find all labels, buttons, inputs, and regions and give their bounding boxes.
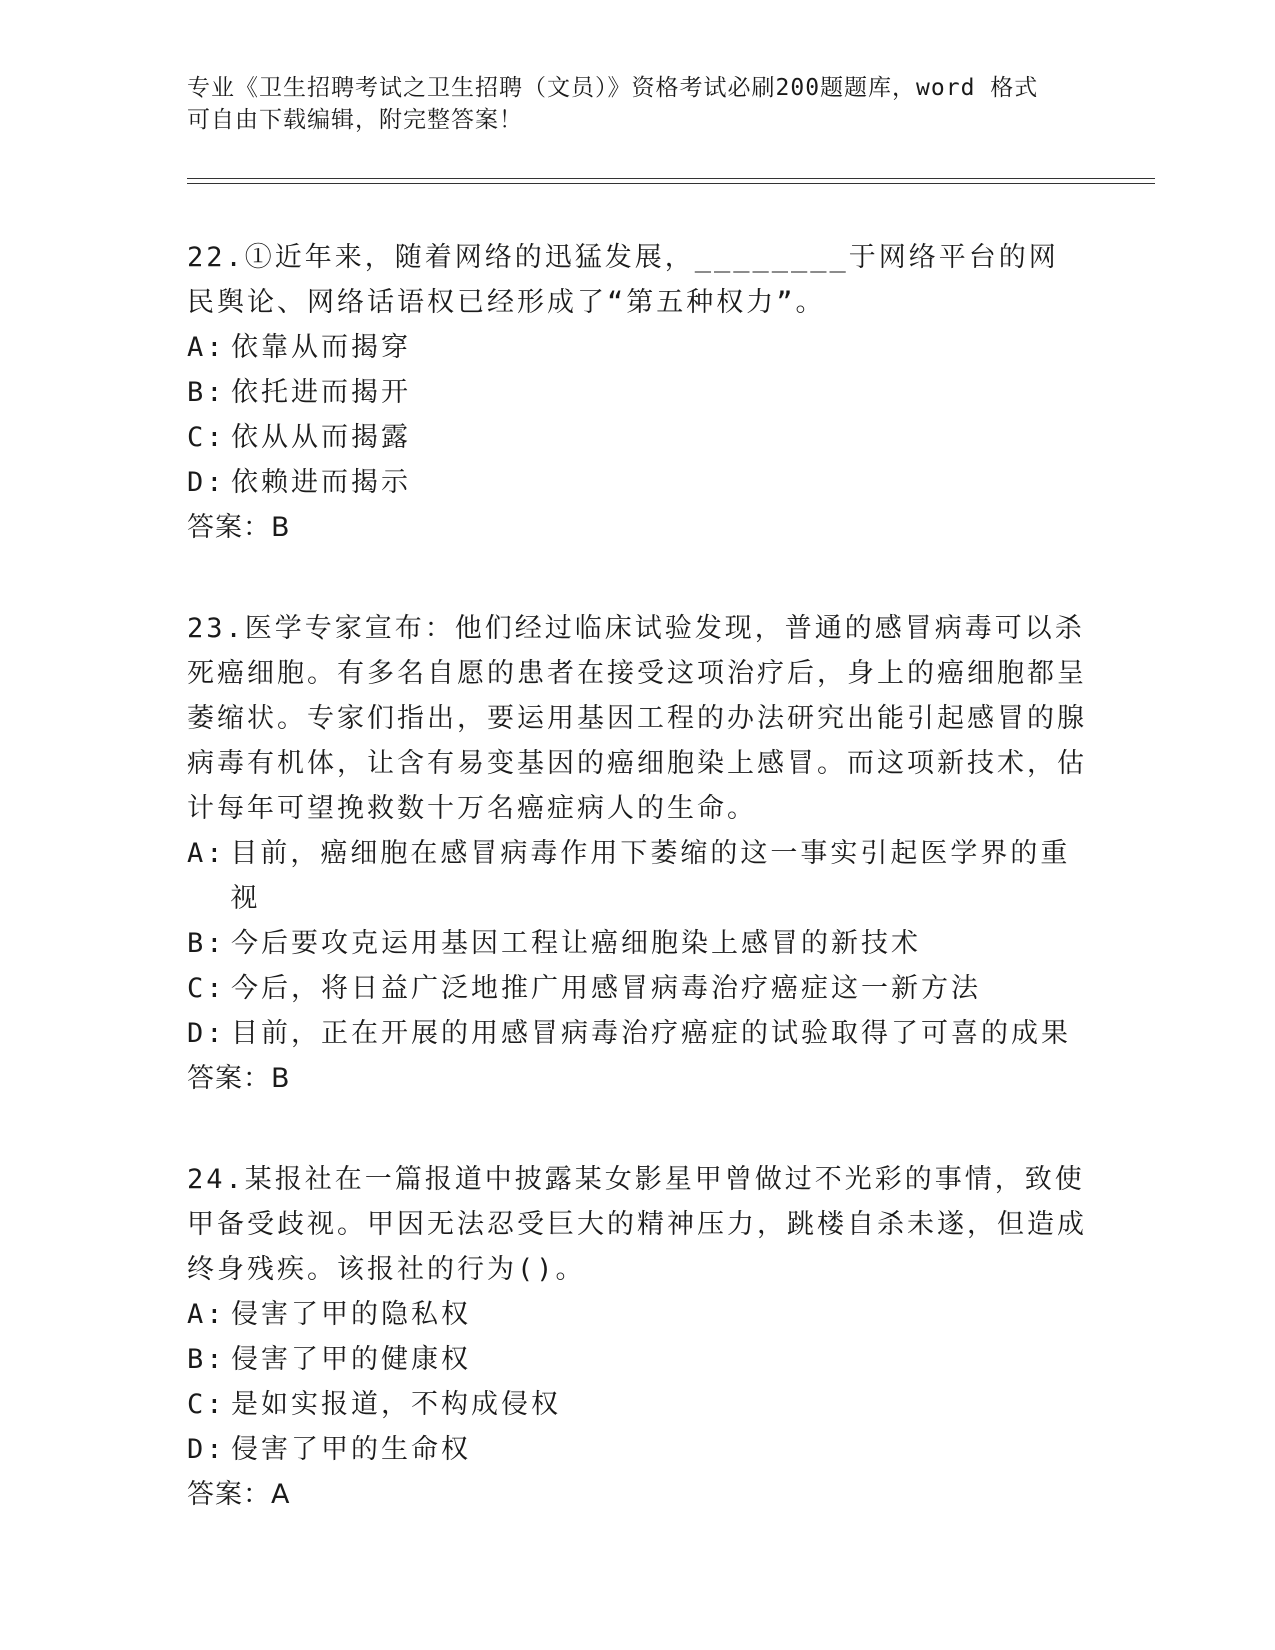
answer-line: 答案：B: [187, 512, 291, 543]
option-label: C:: [187, 1389, 226, 1420]
option-text: 侵害了甲的健康权: [231, 1344, 471, 1375]
option-text: 今后，将日益广泛地推广用感冒病毒治疗癌症这一新方法: [231, 973, 981, 1004]
option-label: D:: [187, 1018, 226, 1049]
option-c: [187, 1382, 1087, 1427]
option-label: A:: [187, 838, 226, 869]
option-label: C:: [187, 973, 226, 1004]
option-d: [187, 460, 1087, 505]
option-text: 依托进而揭开: [231, 377, 411, 408]
option-b: [187, 921, 1087, 966]
option-d: [187, 1427, 1087, 1472]
question-22: [187, 235, 1087, 550]
header-title-line-2: 可自由下载编辑，附完整答案！: [187, 107, 523, 133]
answer-line: 答案：B: [187, 1063, 291, 1094]
header-title-line-1: 专业《卫生招聘考试之卫生招聘（文员）》资格考试必刷200题题库，word 格式: [187, 75, 1039, 101]
option-a: [187, 325, 1087, 370]
question-stem: 23.医学专家宣布：他们经过临床试验发现，普通的感冒病毒可以杀死癌细胞。有多名自愿的患者在接受这项治疗后，身上的癌细胞都呈萎缩状。专家们指出，要运用基因工程的办法研究出能引起感冒的腺病毒有机体，让含有易变基因的癌细胞染上感冒。而这项新技术，估计每年可望挽救数十万名癌症病人的生命。: [187, 613, 1087, 824]
option-c: [187, 415, 1087, 460]
option-label: A:: [187, 332, 226, 363]
option-label: A:: [187, 1299, 226, 1330]
option-label: D:: [187, 467, 226, 498]
option-text: 是如实报道，不构成侵权: [231, 1389, 561, 1420]
option-text: 依靠从而揭穿: [231, 332, 411, 363]
question-23: [187, 606, 1087, 1101]
option-text: 目前，癌细胞在感冒病毒作用下萎缩的这一事实引起医学界的重视: [230, 838, 1071, 914]
option-text: 今后要攻克运用基因工程让癌细胞染上感冒的新技术: [231, 928, 921, 959]
option-a: [187, 1292, 1087, 1337]
question-stem: 22.①近年来，随着网络的迅猛发展，________于网络平台的网民舆论、网络话语权已经形成了“第五种权力”。: [187, 242, 1059, 318]
option-a: [187, 831, 1087, 921]
option-label: B:: [187, 377, 226, 408]
option-label: C:: [187, 422, 226, 453]
option-text: 依从从而揭露: [231, 422, 411, 453]
option-text: 侵害了甲的生命权: [231, 1434, 471, 1465]
option-text: 目前，正在开展的用感冒病毒治疗癌症的试验取得了可喜的成果: [231, 1018, 1071, 1049]
question-24: [187, 1157, 1087, 1517]
option-text: 依赖进而揭示: [231, 467, 411, 498]
option-label: D:: [187, 1434, 226, 1465]
option-text: 侵害了甲的隐私权: [231, 1299, 471, 1330]
question-stem: 24.某报社在一篇报道中披露某女影星甲曾做过不光彩的事情，致使甲备受歧视。甲因无法忍受巨大的精神压力，跳楼自杀未遂，但造成终身残疾。该报社的行为()。: [187, 1164, 1087, 1285]
option-label: B:: [187, 1344, 226, 1375]
option-label: B:: [187, 928, 226, 959]
answer-line: 答案：A: [187, 1479, 291, 1510]
document-header: [187, 72, 1087, 136]
option-b: [187, 370, 1087, 415]
option-d: [187, 1011, 1087, 1056]
question-list: [187, 235, 1087, 1573]
header-divider-top: [187, 178, 1155, 179]
option-c: [187, 966, 1087, 1011]
option-b: [187, 1337, 1087, 1382]
header-divider-bottom: [187, 183, 1155, 184]
